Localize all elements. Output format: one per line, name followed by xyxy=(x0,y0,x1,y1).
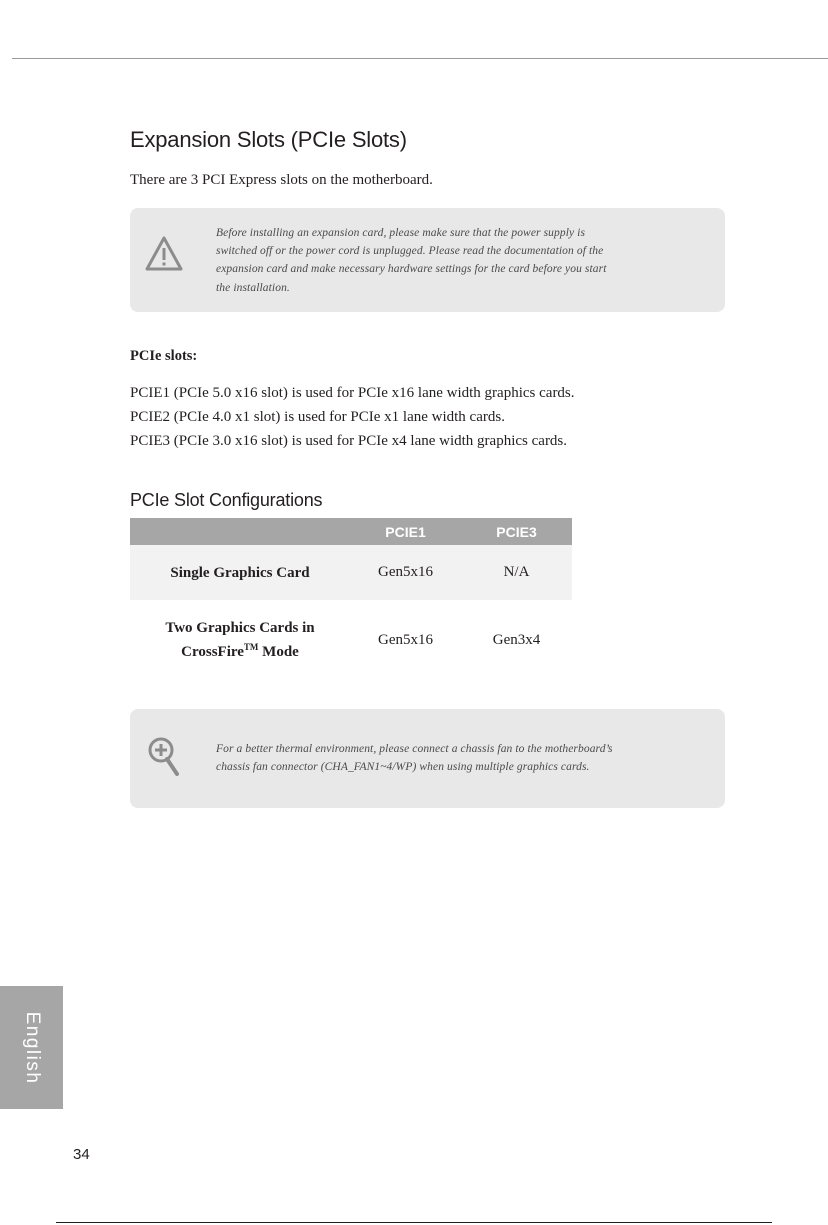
warning-line: Before installing an expansion card, please make sure that the power supply is xyxy=(216,227,586,239)
language-tab xyxy=(0,986,63,1109)
section-title: Expansion Slots (PCIe Slots) xyxy=(130,127,407,152)
tip-text xyxy=(216,740,676,776)
slots-heading: PCIe slots: xyxy=(130,348,198,364)
cell-pcie1: Gen5x16 xyxy=(350,600,461,680)
table-header-row xyxy=(130,518,572,545)
row-label-mode: Mode xyxy=(258,644,299,660)
slot-item-pcie3: PCIE3 (PCIe 3.0 x16 slot) is used for PCIe x4 lane width graphics cards. xyxy=(130,433,568,449)
row-label xyxy=(130,600,350,680)
warning-notice xyxy=(130,208,725,312)
row-label-line1: Two Graphics Cards in xyxy=(165,620,315,636)
language-tab-label: English xyxy=(21,1011,43,1084)
warning-line: switched off or the power cord is unplugged. Please read the documentation of the xyxy=(216,245,604,258)
cell-pcie3: N/A xyxy=(461,545,572,600)
trademark-mark: TM xyxy=(243,642,259,652)
table-row xyxy=(130,545,572,600)
cell-pcie1: Gen5x16 xyxy=(350,545,461,600)
intro-text: There are 3 PCI Express slots on the motherboard. xyxy=(130,172,433,188)
table-row xyxy=(130,600,572,680)
warning-triangle-icon xyxy=(144,234,184,279)
page-number: 34 xyxy=(73,1146,90,1163)
table-header-blank xyxy=(130,518,350,545)
magnifier-plus-icon xyxy=(144,735,184,784)
config-title: PCIe Slot Configurations xyxy=(130,490,323,510)
warning-text xyxy=(216,224,666,297)
footer-rule xyxy=(56,1222,772,1223)
header-rule xyxy=(12,58,828,59)
row-label-crossfire: CrossFire xyxy=(181,644,244,660)
table-header-pcie1: PCIE1 xyxy=(350,518,461,545)
slot-list xyxy=(130,381,575,453)
cell-pcie3: Gen3x4 xyxy=(461,600,572,680)
tip-notice xyxy=(130,709,725,808)
row-label: Single Graphics Card xyxy=(130,545,350,600)
table-header-pcie3: PCIE3 xyxy=(461,518,572,545)
config-table xyxy=(130,518,572,680)
slot-item-pcie1: PCIE1 (PCIe 5.0 x16 slot) is used for PCIe x16 lane width graphics cards. xyxy=(130,385,575,401)
tip-line: For a better thermal environment, please connect a chassis fan to the motherboard’s xyxy=(216,743,613,755)
tip-line: chassis fan connector (CHA_FAN1~4/WP) when using multiple graphics cards. xyxy=(216,761,590,774)
warning-line: the installation. xyxy=(216,281,290,294)
slot-item-pcie2: PCIE2 (PCIe 4.0 x1 slot) is used for PCIe x1 lane width cards. xyxy=(130,409,505,425)
warning-line: expansion card and make necessary hardware settings for the card before you start xyxy=(216,263,607,276)
